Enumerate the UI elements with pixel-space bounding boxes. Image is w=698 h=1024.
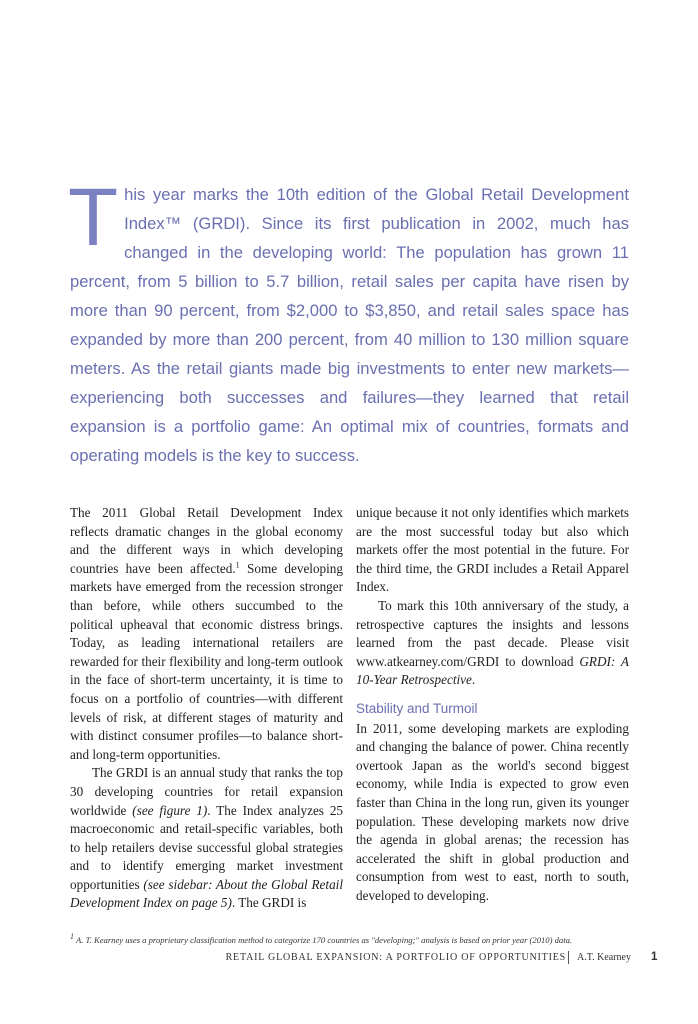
body-paragraph-2 bbox=[70, 764, 343, 913]
body-text: . The Index analyzes 25 macroeconomic and retail-specific variables, both to help retailers devise successful global strategies and to identify emerging market investment opportunities bbox=[70, 802, 344, 892]
body-paragraph-2-continued bbox=[356, 504, 629, 597]
footnote-text: A. T. Kearney uses a proprietary classification method to categorize 170 countries as "developing;" analysis is based on prior year (2010) data. bbox=[74, 935, 573, 945]
footnote-marker: 1 bbox=[70, 932, 74, 942]
body-text: To mark this 10th anniversary of the study, a retrospective captures the insights and lessons learned from the past decade. Please visit www.atkearney.com/GRDI to download bbox=[356, 597, 629, 669]
body-text: . The GRDI is bbox=[231, 895, 307, 911]
body-paragraph-1 bbox=[70, 504, 343, 764]
body-column-right bbox=[356, 504, 629, 905]
intro-paragraph bbox=[68, 172, 629, 470]
body-paragraph-3 bbox=[356, 597, 629, 690]
body-text: The 2011 Global Retail Development Index reflects dramatic changes in the global economy and the different ways in which developing countries have been affected. bbox=[70, 505, 343, 576]
intro-text: his year marks the 10th edition of the Global Retail Development Index™ (GRDI). Since its first publication in 2002, much has changed in the developing world: The population has grown 11 percent, from 5 billion to 5.7 billion, retail sales per capita have risen by more than 90 percent, from $2,000 to $3,850, and retail sales space has expanded by more than 200 percent, from 40 million to 130 million square meters. As the retail giants made big investments to enter new markets—experiencing both successes and failures—they learned that retail expansion is a portfolio game: An optimal mix of countries, formats and operating models is the key to success. bbox=[70, 185, 629, 465]
body-text: . bbox=[471, 672, 476, 688]
running-title: RETAIL GLOBAL EXPANSION: A PORTFOLIO OF OPPORTUNITIES bbox=[225, 952, 566, 963]
footnote-ref: 1 bbox=[235, 560, 240, 570]
body-text: Some developing markets have emerged from the recession stronger than before, while others succumbed to the political upheaval that economic distress brings. Today, as leading international retailers are rewarded for their flexibility and long-term outlook in the face of short-term uncertainty, it is time to focus on a portfolio of countries—with different levels of risk, at different stages of maturity and with distinct consumer profiles—to balance short- and long-term opportunities. bbox=[70, 560, 343, 762]
footer-divider bbox=[568, 951, 569, 964]
body-column-left bbox=[70, 504, 343, 913]
sidebar-reference: (see sidebar: About the Global Retail Development Index on page 5) bbox=[70, 876, 343, 911]
section-subhead: Stability and Turmoil bbox=[356, 700, 478, 716]
page-number: 1 bbox=[651, 951, 658, 963]
brand-name: A.T. Kearney bbox=[577, 952, 631, 963]
body-text: unique because it not only identifies which markets are the most successful today but also which markets offer the most potential in the future. For the third time, the GRDI includes a Retail Apparel Index. bbox=[356, 505, 629, 595]
publication-title: GRDI: A 10-Year Retrospective bbox=[356, 653, 629, 688]
body-paragraph-4: In 2011, some developing markets are exploding and changing the balance of power. China recently overtook Japan as the world's second biggest economy, while India is expected to grow even faster than China in the long run, given its younger population. These developing markets now drive the agenda in global arenas; the recession has accelerated the shift in global production and consumption from west to east, north to south, developed to developing. bbox=[356, 720, 629, 903]
body-text: The GRDI is an annual study that ranks the top 30 developing countries for retail expansion worldwide bbox=[70, 765, 343, 818]
figure-reference: (see figure 1) bbox=[132, 802, 208, 818]
page-footer bbox=[0, 952, 698, 966]
footnote bbox=[70, 932, 630, 945]
drop-cap: T bbox=[68, 172, 119, 263]
